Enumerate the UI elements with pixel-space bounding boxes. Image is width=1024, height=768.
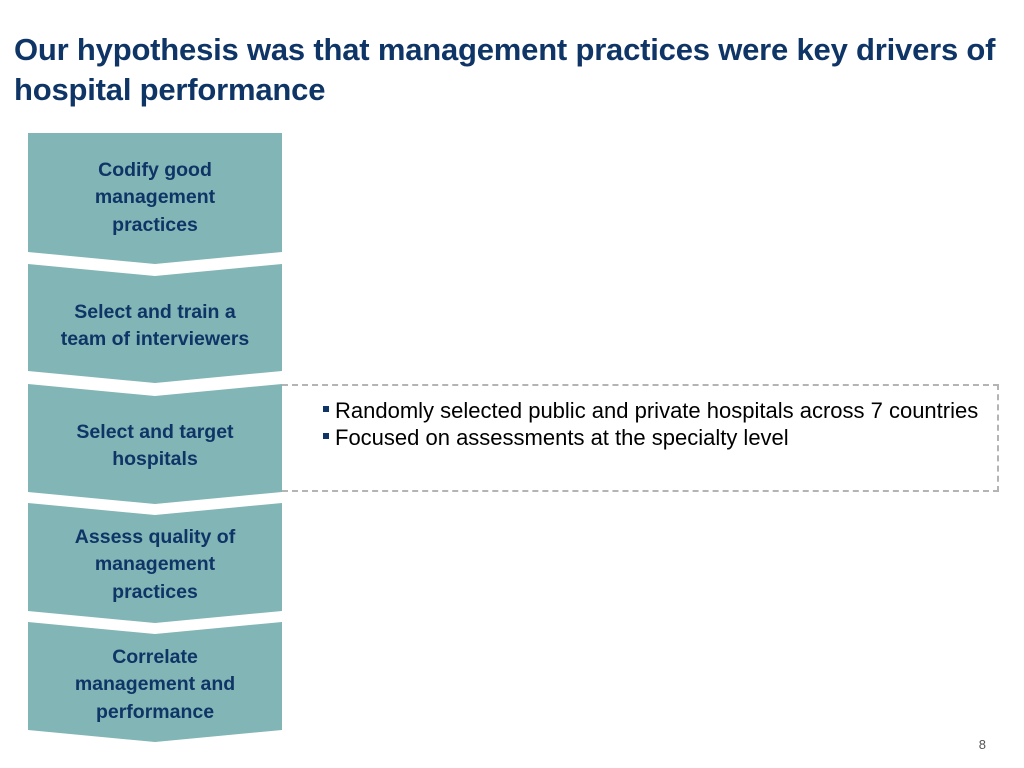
square-bullet-icon bbox=[323, 406, 329, 412]
step-2-label: Select and train a team of interviewers bbox=[60, 300, 250, 350]
step-4-label: Assess quality of management practices bbox=[74, 525, 236, 603]
detail-bullet-text: Randomly selected public and private hospitals across 7 countries bbox=[335, 398, 979, 423]
slide-title: Our hypothesis was that management practices were key drivers of hospital performance bbox=[14, 32, 996, 107]
square-bullet-icon bbox=[323, 433, 329, 439]
step-3-label: Select and target hospitals bbox=[76, 420, 234, 470]
detail-bullet-list bbox=[322, 397, 1002, 451]
detail-bullet-item bbox=[322, 397, 1002, 424]
detail-bullet-text: Focused on assessments at the specialty level bbox=[335, 425, 789, 450]
detail-bullet-item bbox=[322, 424, 1002, 451]
step-1-label: Codify good management practices bbox=[94, 158, 216, 236]
page-number: 8 bbox=[978, 737, 986, 752]
step-5-label: Correlate management and performance bbox=[74, 645, 236, 723]
